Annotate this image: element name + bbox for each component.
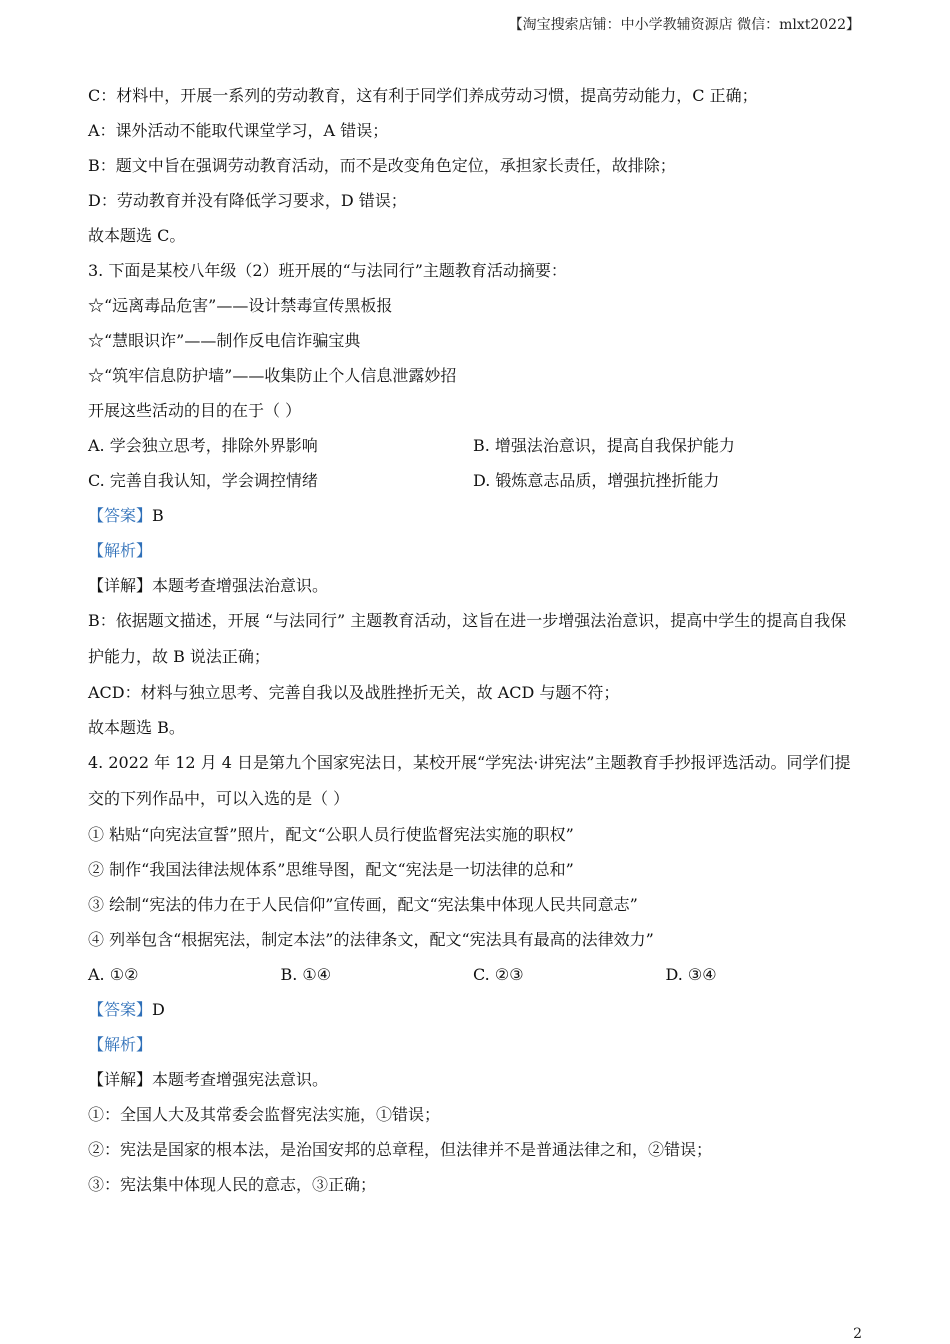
analysis-tag: 【解析】: [88, 1035, 153, 1054]
document-body: [88, 78, 858, 1202]
option-b: B. ①④: [280, 965, 332, 984]
activity-item: ☆“慧眼识诈”——制作反电信诈骗宝典: [88, 331, 361, 350]
question-4-stem: 4. 2022 年 12 月 4 日是第九个国家宪法日，某校开展“学宪法·讲宪法”主题教育手抄报评选活动。同学们提交的下列作品中，可以入选的是（ ）: [88, 753, 851, 808]
option-b: B. 增强法治意识，提高自我保护能力: [473, 436, 735, 455]
explanation-line: ACD：材料与独立思考、完善自我以及战胜挫折无关，故 ACD 与题不符；: [88, 683, 620, 702]
page-header: 【淘宝搜索店铺：中小学教辅资源店 微信：mlxt2022】: [508, 17, 860, 33]
explanation-line: B：依据题文描述，开展 “与法同行” 主题教育活动，这旨在进一步增强法治意识，提高中学生的提高自我保护能力，故 B 说法正确；: [88, 611, 847, 666]
activity-item: ☆“筑牢信息防护墙”——收集防止个人信息泄露妙招: [88, 366, 457, 385]
detail-line: 【详解】本题考查增强法治意识。: [88, 576, 329, 595]
explanation-line: B：题文中旨在强调劳动教育活动，而不是改变角色定位，承担家长责任，故排除；: [88, 156, 676, 175]
explanation-line: A：课外活动不能取代课堂学习，A 错误；: [88, 121, 389, 140]
option-c: C. 完善自我认知，学会调控情绪: [88, 471, 318, 490]
answer-tag: 【答案】: [88, 506, 153, 525]
option-c: C. ②③: [473, 965, 524, 984]
answer-line: [88, 992, 858, 1027]
question-3-options-row-2: [88, 463, 858, 498]
explanation-line: ①：全国人大及其常委会监督宪法实施，①错误；: [88, 1105, 441, 1124]
explanation-line: D：劳动教育并没有降低学习要求，D 错误；: [88, 191, 407, 210]
page-number: 2: [853, 1326, 862, 1342]
answer-value: B: [152, 506, 164, 525]
work-item: ② 制作“我国法律法规体系”思维导图，配文“宪法是一切法律的总和”: [88, 860, 574, 879]
answer-line: [88, 498, 858, 533]
option-d: D. ③④: [665, 965, 717, 984]
analysis-tag: 【解析】: [88, 541, 153, 560]
detail-line: 【详解】本题考查增强宪法意识。: [88, 1070, 329, 1089]
question-3-options-row-1: [88, 428, 858, 463]
conclusion-line: 故本题选 C。: [88, 226, 186, 245]
conclusion-line: 故本题选 B。: [88, 718, 185, 737]
activity-item: ☆“远离毒品危害”——设计禁毒宣传黑板报: [88, 296, 393, 315]
question-4-options-row: [88, 957, 858, 992]
explanation-line: ②：宪法是国家的根本法，是治国安邦的总章程，但法律并不是普通法律之和，②错误；: [88, 1140, 713, 1159]
explanation-line: C：材料中，开展一系列的劳动教育，这有利于同学们养成劳动习惯，提高劳动能力，C 正确；: [88, 86, 758, 105]
option-a: A. ①②: [88, 965, 139, 984]
answer-tag: 【答案】: [88, 1000, 153, 1019]
option-d: D. 锻炼意志品质，增强抗挫折能力: [473, 471, 720, 490]
work-item: ① 粘贴“向宪法宣誓”照片，配文“公职人员行使监督宪法实施的职权”: [88, 825, 574, 844]
work-item: ④ 列举包含“根据宪法，制定本法”的法律条文，配文“宪法具有最高的法律效力”: [88, 930, 654, 949]
option-a: A. 学会独立思考，排除外界影响: [88, 436, 318, 455]
answer-value: D: [152, 1000, 165, 1019]
question-3-stem: 3. 下面是某校八年级（2）班开展的“与法同行”主题教育活动摘要：: [88, 261, 567, 280]
work-item: ③ 绘制“宪法的伟力在于人民信仰”宣传画，配文“宪法集中体现人民共同意志”: [88, 895, 638, 914]
question-3-prompt: 开展这些活动的目的在于（ ）: [88, 401, 302, 420]
explanation-line: ③：宪法集中体现人民的意志，③正确；: [88, 1175, 377, 1194]
